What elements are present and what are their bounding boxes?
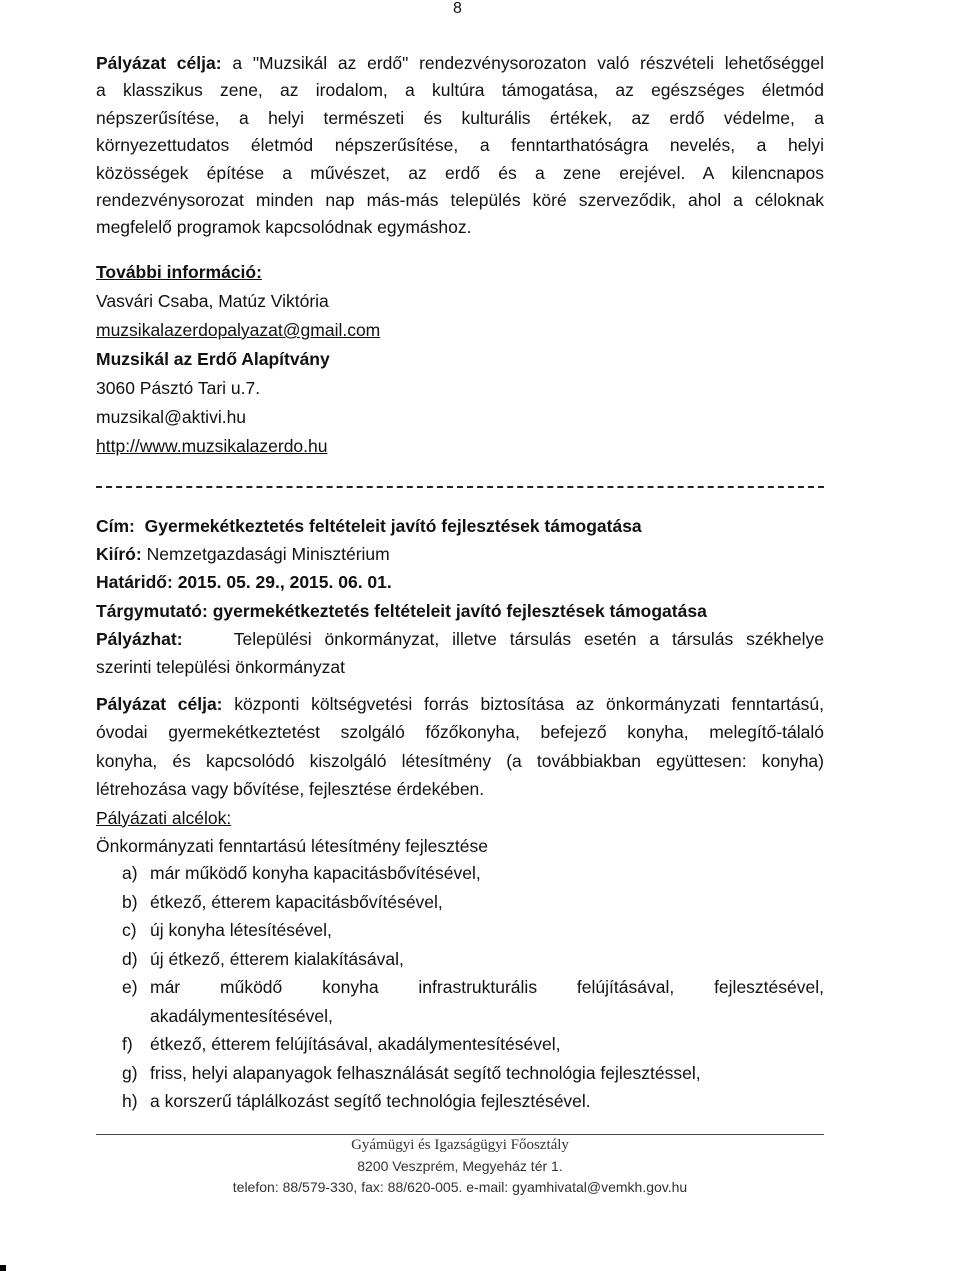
purpose-text-1: a "Muzsikál az erdő" rendezvénysorozaton való részvételi lehetőséggel bbox=[232, 53, 824, 73]
list-item: e) már működő konyha infrastrukturális felújításával, fejlesztésével, bbox=[122, 977, 824, 997]
footer-address: 8200 Veszprém, Megyeház tér 1. bbox=[357, 1158, 563, 1174]
purpose-line-1 bbox=[96, 50, 824, 77]
org-name: Muzsikál az Erdő Alapítvány bbox=[96, 349, 330, 369]
deadline-label: Határidő: bbox=[96, 572, 173, 593]
title-value: Gyermekétkeztetés feltételeit javító fejlesztések támogatása bbox=[144, 516, 642, 536]
list-item: g) friss, helyi alapanyagok felhasználását segítő technológia fejlesztéssel, bbox=[122, 1062, 701, 1083]
issuer-value: Nemzetgazdasági Minisztérium bbox=[146, 544, 390, 565]
page-footer bbox=[96, 1133, 824, 1198]
subgoals-intro: Önkormányzati fenntartású létesítmény fejlesztése bbox=[96, 835, 488, 856]
deadline-row bbox=[96, 568, 824, 596]
footer-contact: telefon: 88/579-330, fax: 88/620-005. e-mail: gyamhivatal@vemkh.gov.hu bbox=[232, 1179, 688, 1195]
section-divider bbox=[96, 486, 824, 488]
eligible-label: Pályázhat: bbox=[96, 628, 183, 649]
title-row bbox=[96, 512, 824, 540]
purpose-line-4: környezettudatos életmód népszerűsítése, a fenntarthatóságra nevelés, a helyi bbox=[96, 135, 824, 156]
eligible-text-1: Települési önkormányzat, illetve társulás esetén a társulás székhelye bbox=[233, 628, 824, 649]
section-muzsikal bbox=[96, 50, 824, 242]
issuer-label: Kiíró: bbox=[96, 544, 142, 565]
list-item: h) a korszerű táplálkozást segítő technológia fejlesztésével. bbox=[122, 1091, 591, 1111]
page-number: 8 bbox=[453, 0, 462, 17]
subject-value: gyermekétkeztetés feltételeit javító fejlesztések támogatása bbox=[212, 600, 707, 621]
goal-line-2: óvodai gyermekétkeztetést szolgáló főzőkonyha, befejező konyha, melegítő-tálaló bbox=[96, 722, 824, 743]
subgoals-list bbox=[96, 859, 824, 1116]
list-item: a) már működő konyha kapacitásbővítésével, bbox=[122, 863, 481, 883]
list-item: b) étkező, étterem kapacitásbővítésével, bbox=[122, 891, 443, 912]
footer-department: Gyámügyi és Igazságügyi Főosztály bbox=[351, 1137, 569, 1153]
contact-block bbox=[96, 258, 824, 461]
scan-mark bbox=[0, 1265, 6, 1271]
list-item: f) étkező, étterem felújításával, akadálymentesítésével, bbox=[122, 1034, 561, 1054]
subject-label: Tárgymutató: bbox=[96, 600, 208, 621]
purpose-line-6: rendezvénysorozat minden nap más-más település köré szerveződik, ahol a céloknak bbox=[96, 189, 824, 210]
goal-line-3: konyha, és kapcsolódó kiszolgáló létesítmény (a továbbiakban együttesen: konyha) bbox=[96, 750, 824, 771]
contact-names: Vasvári Csaba, Matúz Viktória bbox=[96, 291, 329, 311]
purpose-line-7: megfelelő programok kapcsolódnak egymáshoz. bbox=[96, 217, 472, 238]
goal-text-1: központi költségvetési forrás biztosítása az önkormányzati fenntartású, bbox=[234, 694, 824, 714]
title-label: Cím: bbox=[96, 516, 135, 536]
purpose-line-3: népszerűsítése, a helyi természeti és kulturális értékek, az erdő védelme, a bbox=[96, 107, 824, 128]
purpose-label: Pályázat célja: bbox=[96, 53, 222, 73]
list-item-continuation: akadálymentesítésével, bbox=[150, 1005, 333, 1026]
eligible-text-2: szerinti települési önkormányzat bbox=[96, 656, 346, 677]
purpose-line-5: közösségek építése a művészet, az erdő és a zene erejével. A kilencnapos bbox=[96, 162, 824, 183]
goal-line-4: létrehozása vagy bővítése, fejlesztése érdekében. bbox=[96, 779, 485, 800]
org-email[interactable]: muzsikal@aktivi.hu bbox=[96, 407, 247, 427]
subject-row bbox=[96, 597, 824, 625]
goal-label: Pályázat célja: bbox=[96, 694, 223, 714]
deadline-value: 2015. 05. 29., 2015. 06. 01. bbox=[177, 572, 392, 593]
purpose-line-2: a klasszikus zene, az irodalom, a kultúra támogatása, az egészséges életmód bbox=[96, 80, 824, 101]
org-address: 3060 Pásztó Tari u.7. bbox=[96, 378, 261, 398]
info-heading: További információ: bbox=[96, 262, 262, 282]
eligible-row bbox=[96, 625, 824, 653]
goal-line-1 bbox=[96, 690, 824, 718]
org-web-link[interactable]: http://www.muzsikalazerdo.hu bbox=[96, 436, 328, 456]
list-item: c) új konyha létesítésével, bbox=[122, 920, 332, 940]
issuer-row bbox=[96, 540, 824, 568]
subgoals-heading: Pályázati alcélok: bbox=[96, 807, 232, 828]
contact-email-link[interactable]: muzsikalazerdopalyazat@gmail.com bbox=[96, 320, 381, 340]
goal-block bbox=[96, 690, 824, 860]
section-gyermeketkeztetes bbox=[96, 512, 824, 681]
list-item: d) új étkező, étterem kialakításával, bbox=[122, 948, 404, 969]
